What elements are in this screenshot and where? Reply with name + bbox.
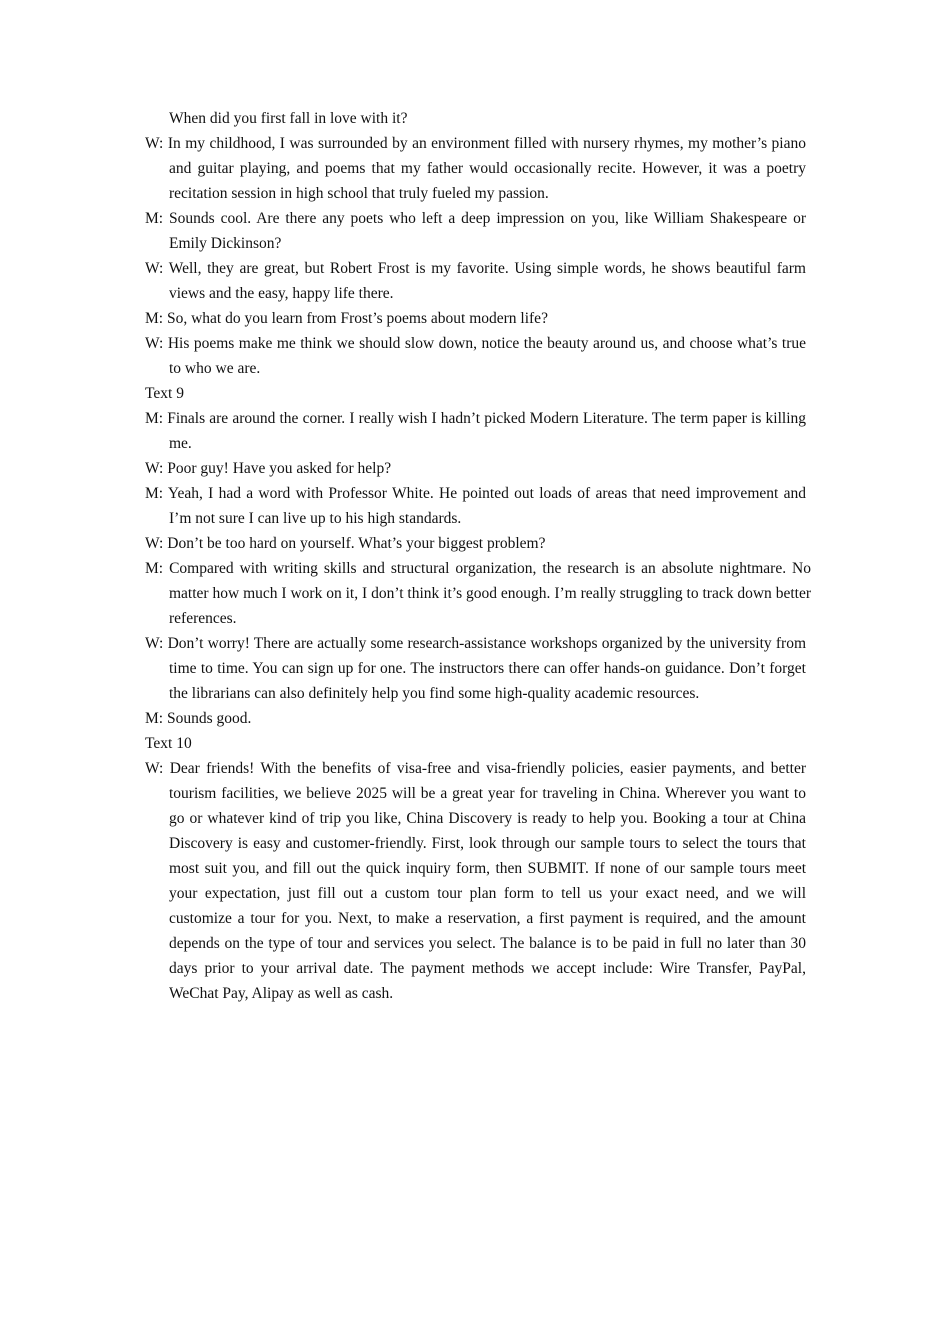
section-heading-text-10: Text 10 (145, 735, 192, 752)
dialogue-line (145, 306, 806, 331)
speaker-label: M: (145, 710, 164, 727)
speaker-label: W: (145, 335, 164, 352)
dialogue-line (145, 706, 806, 731)
dialogue-text: Poor guy! Have you asked for help? (167, 460, 392, 477)
dialogue-text: Finals are around the corner. I really wish I hadn’t picked Modern Literature. The term paper is killing me. (167, 410, 807, 452)
dialogue-line (145, 456, 806, 481)
dialogue-line (145, 206, 806, 256)
dialogue-text: In my childhood, I was surrounded by an environment filled with nursery rhymes, my mother’s piano and guitar playing, and poems that my father would occasionally recite. However, it was a poetry recitation session in high school that truly fueled my passion. (167, 135, 806, 202)
dialogue-line (145, 131, 806, 206)
dialogue-text: Well, they are great, but Robert Frost is my favorite. Using simple words, he shows beautiful farm views and the easy, happy life there. (168, 260, 806, 302)
speaker-label: M: (145, 485, 164, 502)
dialogue-text: Don’t worry! There are actually some research-assistance workshops organized by the university from time to time. You can sign up for one. The instructors there can offer hands-on guidance. Don’t forget the librarians can also definitely help you find some high-quality academic resources. (167, 635, 807, 702)
dialogue-line (145, 531, 806, 556)
speaker-label: W: (145, 635, 164, 652)
dialogue-text: Dear friends! With the benefits of visa-free and visa-friendly policies, easier payments, and better tourism facilities, we believe 2025 will be a great year for traveling in China. Wherever you want to go or whatever kind of trip you like, China Discovery is ready to help you. Booking a tour at China Discovery is easy and customer-friendly. First, look through our sample tours to select the tours that most suit you, and fill out the quick inquiry form, then SUBMIT. If none of our sample tours meet your expectation, just fill out a custom tour plan form to tell us your exact need, and we will customize a tour for you. Next, to make a reservation, a first payment is required, and the amount depends on the type of tour and services you select. The balance is to be paid in full no later than 30 days prior to your arrival date. The payment methods we accept include: Wire Transfer, PayPal, WeChat Pay, Alipay as well as cash. (169, 760, 806, 1002)
speaker-label: M: (145, 210, 164, 227)
speaker-label: M: (145, 310, 164, 327)
dialogue-text: Don’t be too hard on yourself. What’s your biggest problem? (167, 535, 546, 552)
speaker-label: M: (145, 410, 164, 427)
dialogue-text: Sounds good. (166, 710, 252, 727)
speaker-label: W: (145, 760, 164, 777)
dialogue-text: Sounds cool. Are there any poets who left a deep impression on you, like William Shakespeare or Emily Dickinson? (169, 210, 807, 252)
speaker-label: W: (145, 135, 164, 152)
dialogue-line (145, 331, 806, 381)
dialogue-text: Compared with writing skills and structural organization, the research is an absolute nightmare. No matter how much I work on it, I don’t think it’s good enough. I’m really struggling to track down better references. (169, 560, 812, 627)
monologue-line (145, 756, 806, 1006)
speaker-label: W: (145, 260, 164, 277)
speaker-label: W: (145, 535, 164, 552)
speaker-label: M: (145, 560, 164, 577)
dialogue-line (145, 556, 811, 631)
dialogue-line (145, 631, 806, 706)
continuation-line: When did you first fall in love with it? (169, 110, 408, 127)
dialogue-line (145, 481, 806, 531)
dialogue-text: His poems make me think we should slow down, notice the beauty around us, and choose what’s true to who we are. (167, 335, 806, 377)
transcript-body (145, 106, 812, 1006)
dialogue-text: So, what do you learn from Frost’s poems about modern life? (166, 310, 548, 327)
speaker-label: W: (145, 460, 164, 477)
dialogue-text: Yeah, I had a word with Professor White. He pointed out loads of areas that need improvement and I’m not sure I can live up to his high standards. (167, 485, 806, 527)
section-heading-text-9: Text 9 (145, 385, 184, 402)
dialogue-line (145, 256, 806, 306)
dialogue-line (145, 406, 806, 456)
